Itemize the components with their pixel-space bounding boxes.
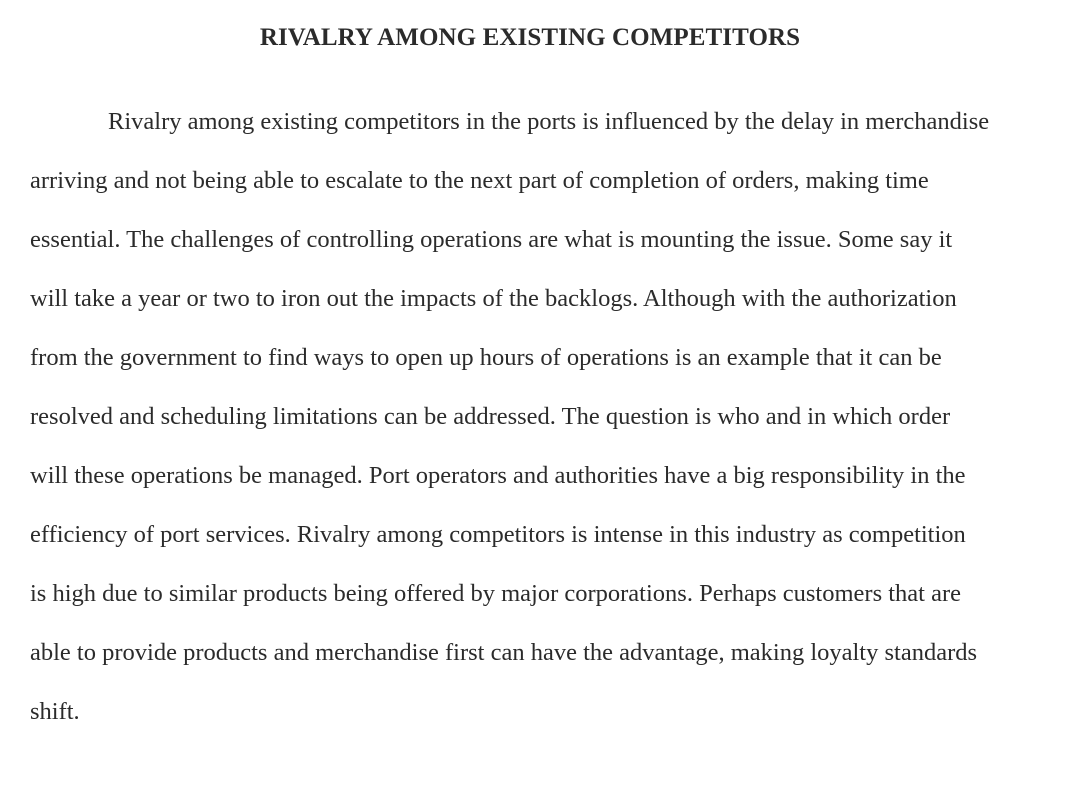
paragraph-line: will these operations be managed. Port operators and authorities have a big responsibility in the	[30, 462, 966, 489]
paragraph-line: will take a year or two to iron out the impacts of the backlogs. Although with the authorization	[30, 285, 957, 312]
paragraph-line: from the government to find ways to open up hours of operations is an example that it can be	[30, 344, 942, 371]
paragraph-line: resolved and scheduling limitations can be addressed. The question is who and in which order	[30, 403, 951, 430]
paragraph-line: arriving and not being able to escalate to the next part of completion of orders, making time	[30, 167, 929, 194]
paragraph-line: is high due to similar products being offered by major corporations. Perhaps customers that are	[30, 580, 961, 607]
paragraph-line: efficiency of port services. Rivalry among competitors is intense in this industry as competition	[30, 521, 966, 548]
paragraph-line: Rivalry among existing competitors in the ports is influenced by the delay in merchandise	[108, 108, 990, 135]
paragraph-line: essential. The challenges of controlling operations are what is mounting the issue. Some say it	[30, 226, 953, 253]
paragraph-line: able to provide products and merchandise first can have the advantage, making loyalty standards	[30, 639, 978, 666]
body-paragraph	[30, 92, 1040, 741]
section-heading: RIVALRY AMONG EXISTING COMPETITORS	[259, 24, 801, 51]
paragraph-line: shift.	[30, 698, 80, 725]
